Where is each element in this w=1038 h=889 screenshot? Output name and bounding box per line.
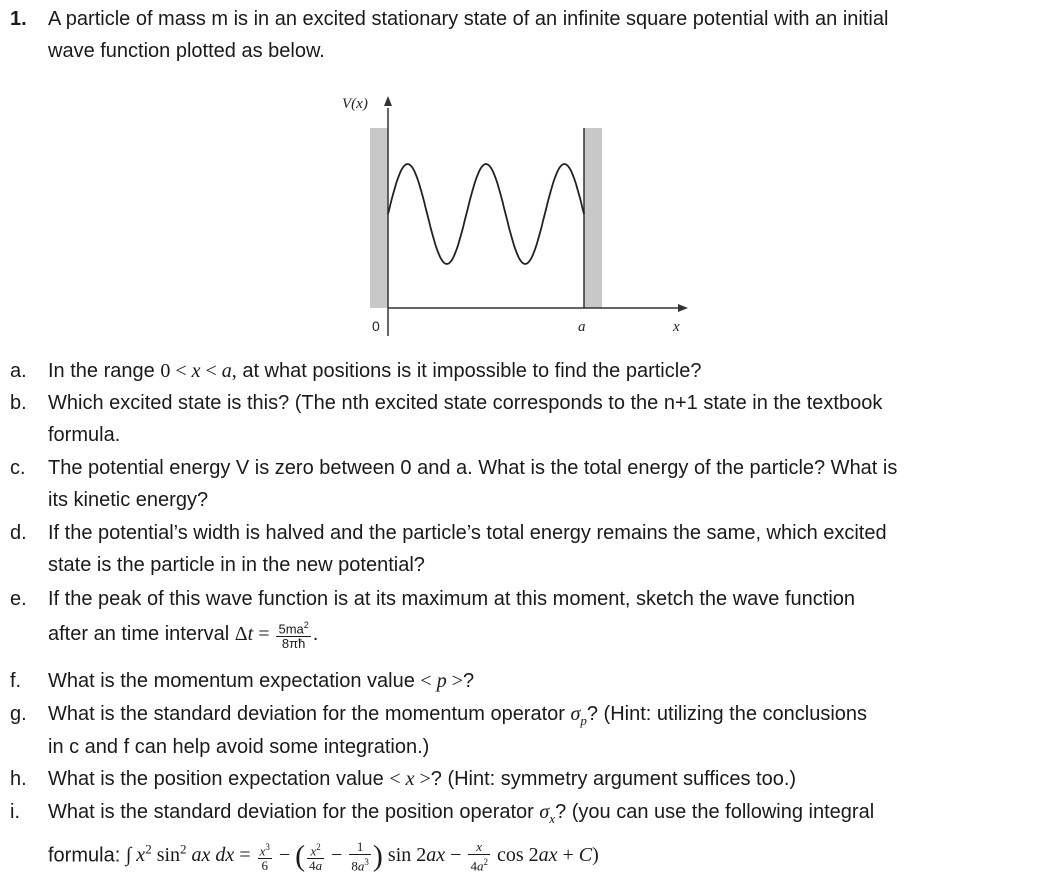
item-d-line-1: If the potential’s width is halved and the particle’s total energy remains the same, which excited (48, 522, 887, 544)
item-i-marker: i. (10, 801, 20, 823)
item-b-marker: b. (10, 392, 27, 414)
item-b-line-2: formula. (48, 424, 121, 446)
item-c-line-2: its kinetic energy? (48, 489, 209, 511)
item-e-line-1: If the peak of this wave function is at its maximum at this moment, sketch the wave function (48, 588, 856, 610)
item-h-text: What is the position expectation value < x >? (Hint: symmetry argument suffices too.) (48, 768, 797, 790)
question-line-1: A particle of mass m is in an excited stationary state of an infinite square potential with an initial (48, 8, 889, 30)
integral-formula: ∫ $x^2$ $\sin^2$ ax dx = $\frac{x^3}{6}$ − ( $\frac{x^2}{4a}$ − $\frac{1}{8a^3}$ ) sin 2ax − $\frac{x}{4a^2}$ cos 2ax + C) (125, 839, 599, 874)
wavefunction-figure (330, 88, 700, 338)
item-d-marker: d. (10, 522, 27, 544)
a-label: a (578, 319, 586, 335)
item-c-marker: c. (10, 457, 26, 479)
item-e-marker: e. (10, 588, 27, 610)
item-e-line-2: after an time interval Δt = $\frac{5ma^2}{8\pi ħ}$ . (48, 620, 319, 652)
item-c-line-1: The potential energy V is zero between 0 and a. What is the total energy of the particle? What is (48, 457, 898, 479)
item-g-marker: g. (10, 703, 27, 725)
origin-label: 0 (372, 318, 380, 334)
item-f-marker: f. (10, 670, 22, 692)
item-g-line-2: in c and f can help avoid some integration.) (48, 736, 430, 758)
left-wall (370, 128, 388, 308)
item-g-line-1: What is the standard deviation for the momentum operator $\sigma_p$? (Hint: utilizing the conclusions (48, 703, 868, 728)
item-b-line-1: Which excited state is this? (The nth excited state corresponds to the n+1 state in the textbook (48, 392, 883, 414)
item-a-marker: a. (10, 360, 27, 382)
question-line-2: wave function plotted as below. (48, 40, 325, 62)
y-axis-arrow (384, 96, 392, 106)
wave-function-curve (388, 164, 584, 264)
x-axis-arrow (678, 304, 688, 312)
item-h-marker: h. (10, 768, 27, 790)
x-label: x (673, 319, 680, 335)
item-i-line-2: formula: ∫ $x^2$ $\sin^2$ ax dx = $\frac{x^3}{6}$ − ( $\frac{x^2}{4a}$ − $\frac{1}{8a^3}$ ) sin 2ax − $\frac{x}{4a^2}$ cos 2ax + C) (48, 839, 599, 874)
item-a-text: In the range 0 < x < a, at what positions is it impossible to find the particle? (48, 360, 702, 382)
item-d-line-2: state is the particle in in the new potential? (48, 554, 425, 576)
item-f-text: What is the momentum expectation value < p >? (48, 670, 475, 692)
time-fraction: $\frac{5ma^2}{8\pi ħ}$ (278, 620, 309, 652)
question-header (10, 8, 27, 31)
question-number: 1. (10, 8, 27, 30)
right-wall (584, 128, 602, 308)
item-i-line-1: What is the standard deviation for the position operator $\sigma_x$? (you can use the following integral (48, 801, 875, 826)
y-axis-label: V(x) (342, 96, 368, 112)
